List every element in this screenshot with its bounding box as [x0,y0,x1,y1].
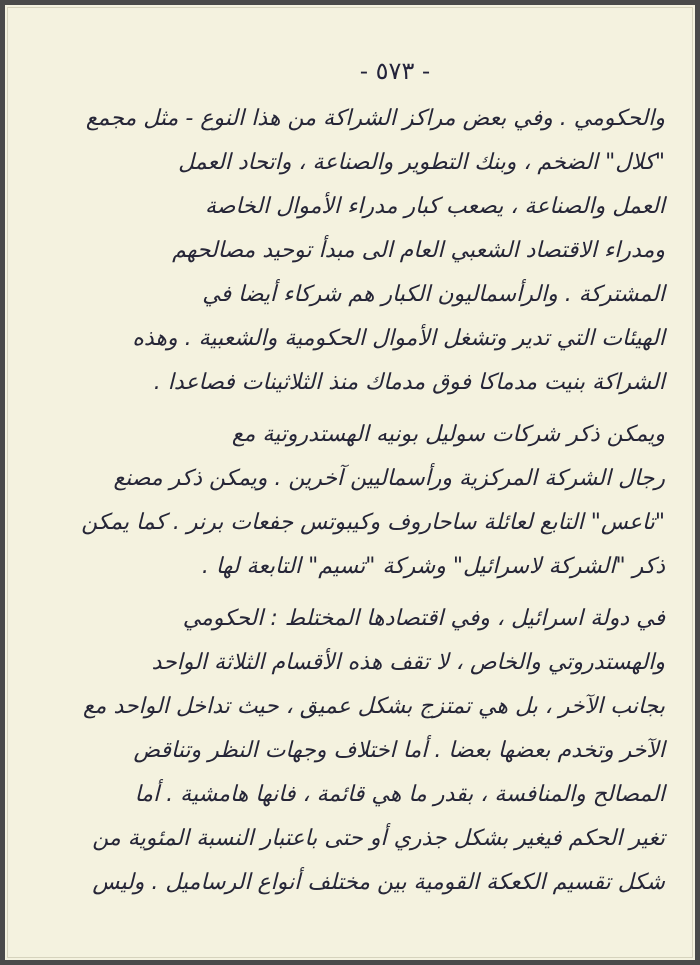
text-line: رجال الشركة المركزية ورأسماليين آخرين . ويمكن ذكر مصنع [113,466,665,491]
text-line: في دولة اسرائيل ، وفي اقتصادها المختلط : الحكومي [182,606,665,631]
text-line: "تاعس" التابع لعائلة ساحاروف وكيبوتس جفعات برنر . كما يمكن [81,510,665,535]
text-line: المشتركة . والرأسماليون الكبار هم شركاء أيضا في [202,282,665,307]
text-line: الآخر وتخدم بعضها بعضا . أما اختلاف وجهات النظر وتناقض [133,738,665,763]
paragraph-gap [45,405,665,413]
text-line: الهيئات التي تدير وتشغل الأموال الحكومية والشعبية . وهذه [132,326,665,351]
text-line: ذكر "الشركة لاسرائيل" وشركة "تسيم" التابعة لها . [201,554,665,579]
text-line: ويمكن ذكر شركات سوليل بونيه الهستدروتية مع [231,422,665,447]
text-line: والهستدروتي والخاص ، لا تقف هذه الأقسام الثلاثة الواحد [151,650,665,675]
text-line: والحكومي . وفي بعض مراكز الشراكة من هذا النوع - مثل مجمع [85,106,665,131]
text-line: شكل تقسيم الكعكة القومية بين مختلف أنواع الرساميل . وليس [92,870,665,895]
paragraph-2 [45,413,665,589]
paragraph-1 [45,97,665,405]
text-line: المصالح والمنافسة ، بقدر ما هي قائمة ، فانها هامشية . أما [134,782,665,807]
text-line: بجانب الآخر ، بل هي تمتزج بشكل عميق ، حيث تداخل الواحد مع [82,694,665,719]
paragraph-3 [45,597,665,905]
page-number: - ٥٧٣ - [359,57,431,85]
manuscript-text [45,97,665,905]
manuscript-page [5,5,695,960]
text-line: ومدراء الاقتصاد الشعبي العام الى مبدأ توحيد مصالحهم [172,238,665,263]
text-line: تغير الحكم فيغير بشكل جذري أو حتى باعتبار النسبة المئوية من [92,826,665,851]
text-line: الشراكة بنيت مدماكا فوق مدماك منذ الثلاثينات فصاعدا . [153,370,665,395]
text-line: العمل والصناعة ، يصعب كبار مدراء الأموال الخاصة [204,194,665,219]
text-line: "كلال" الضخم ، وبنك التطوير والصناعة ، واتحاد العمل [178,150,665,175]
paragraph-gap [45,589,665,597]
